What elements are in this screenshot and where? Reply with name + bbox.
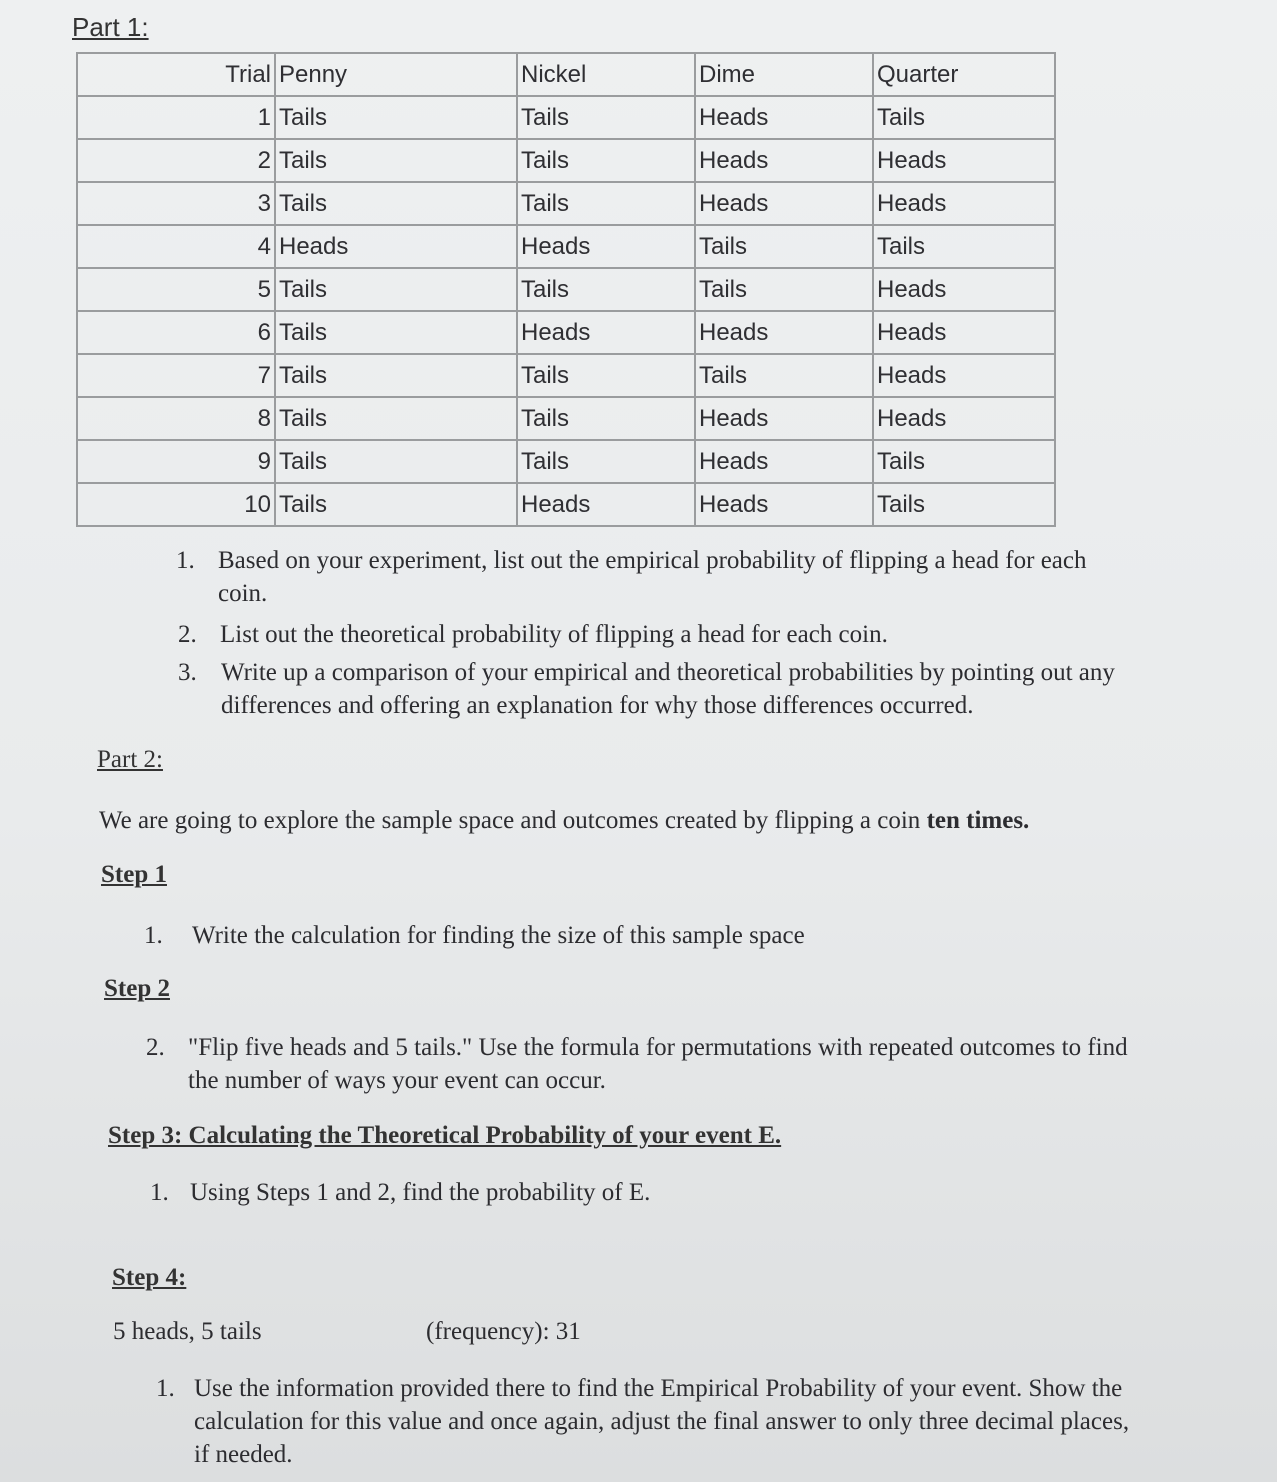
result-cell: Tails: [275, 354, 517, 397]
result-cell: Heads: [275, 225, 517, 268]
result-cell: Heads: [873, 397, 1055, 440]
result-cell: Heads: [695, 182, 873, 225]
question-number: 3.: [178, 659, 197, 686]
table-row: [77, 397, 1055, 440]
question-text: Use the information provided there to find the Empirical Probability of your event. Show the calculation for this value and once again, adjust the final answer to only three decimal places, if needed.: [194, 1375, 1130, 1468]
question-number: 1.: [150, 1179, 169, 1206]
question-text: Using Steps 1 and 2, find the probability of E.: [190, 1179, 651, 1206]
result-cell: Tails: [517, 139, 695, 182]
result-cell: Heads: [695, 311, 873, 354]
trial-number-cell: 2: [77, 139, 275, 182]
table-row: [77, 225, 1055, 268]
trial-number-cell: 1: [77, 96, 275, 139]
result-cell: Tails: [873, 483, 1055, 526]
column-header: Nickel: [517, 53, 695, 96]
table-row: [77, 268, 1055, 311]
column-header: Dime: [695, 53, 873, 96]
result-cell: Tails: [275, 311, 517, 354]
result-cell: Tails: [275, 483, 517, 526]
trial-number-cell: 10: [77, 483, 275, 526]
part1-question-3: [178, 656, 1168, 722]
trial-number-cell: 7: [77, 354, 275, 397]
table-header-row: [77, 53, 1055, 96]
result-cell: Heads: [695, 397, 873, 440]
result-cell: Tails: [517, 354, 695, 397]
result-cell: Tails: [517, 440, 695, 483]
column-header: Quarter: [873, 53, 1055, 96]
part2-intro: [99, 807, 1029, 835]
step1-question: [144, 919, 1044, 952]
question-text: Write up a comparison of your empirical and theoretical probabilities by pointing out any differences and offering an explanation for why those differences occurred.: [221, 659, 1115, 719]
question-number: 2.: [178, 621, 197, 648]
result-cell: Heads: [517, 483, 695, 526]
result-cell: Tails: [695, 268, 873, 311]
question-text: Write the calculation for finding the size of this sample space: [192, 922, 805, 949]
result-cell: Tails: [275, 440, 517, 483]
table-row: [77, 311, 1055, 354]
result-cell: Tails: [275, 268, 517, 311]
result-cell: Heads: [873, 268, 1055, 311]
step3-heading: Step 3: Calculating the Theoretical Probability of your event E.: [108, 1122, 782, 1149]
result-cell: Heads: [873, 182, 1055, 225]
part2-intro-text: We are going to explore the sample space and outcomes created by flipping a coin: [99, 807, 927, 834]
part1-heading: Part 1:: [72, 12, 149, 42]
result-cell: Heads: [695, 440, 873, 483]
question-number: 2.: [146, 1034, 165, 1061]
question-number: 1.: [176, 547, 195, 574]
table-row: [77, 354, 1055, 397]
result-cell: Heads: [873, 311, 1055, 354]
step4-frequency: (frequency): 31: [426, 1318, 581, 1345]
question-text: "Flip five heads and 5 tails." Use the formula for permutations with repeated outcomes to find the number of ways your event can occur.: [188, 1034, 1128, 1094]
table-row: [77, 483, 1055, 526]
result-cell: Tails: [517, 397, 695, 440]
result-cell: Heads: [695, 139, 873, 182]
result-cell: Tails: [517, 268, 695, 311]
result-cell: Tails: [275, 139, 517, 182]
result-cell: Tails: [275, 96, 517, 139]
step4-question: [156, 1372, 1146, 1471]
result-cell: Tails: [695, 354, 873, 397]
coin-flip-table: [76, 52, 1056, 527]
result-cell: Heads: [517, 311, 695, 354]
part1-question-2: [178, 618, 1138, 651]
result-cell: Tails: [517, 182, 695, 225]
table-row: [77, 182, 1055, 225]
question-text: Based on your experiment, list out the empirical probability of flipping a head for each coin.: [218, 547, 1087, 607]
step2-heading: Step 2: [104, 975, 170, 1002]
table-row: [77, 96, 1055, 139]
question-text: List out the theoretical probability of flipping a head for each coin.: [220, 621, 888, 648]
part2-intro-bold: ten times.: [926, 807, 1030, 834]
result-cell: Tails: [873, 440, 1055, 483]
result-cell: Heads: [873, 354, 1055, 397]
result-cell: Tails: [275, 182, 517, 225]
trial-number-cell: 8: [77, 397, 275, 440]
result-cell: Heads: [695, 483, 873, 526]
result-cell: Heads: [873, 139, 1055, 182]
question-number: 1.: [156, 1375, 175, 1402]
column-header: Penny: [275, 53, 517, 96]
table-row: [77, 139, 1055, 182]
trial-number-cell: 3: [77, 182, 275, 225]
result-cell: Tails: [873, 96, 1055, 139]
step3-question: [150, 1176, 1050, 1209]
question-number: 1.: [144, 922, 163, 949]
step4-outcome: 5 heads, 5 tails: [113, 1318, 262, 1345]
trial-number-cell: 9: [77, 440, 275, 483]
trial-number-cell: 4: [77, 225, 275, 268]
part2-heading: Part 2:: [97, 746, 163, 773]
column-header: Trial: [77, 53, 275, 96]
step2-question: [146, 1031, 1146, 1097]
result-cell: Heads: [695, 96, 873, 139]
trial-number-cell: 6: [77, 311, 275, 354]
trial-number-cell: 5: [77, 268, 275, 311]
step1-heading: Step 1: [101, 861, 167, 888]
result-cell: Tails: [695, 225, 873, 268]
result-cell: Tails: [873, 225, 1055, 268]
step4-heading: Step 4:: [112, 1264, 187, 1291]
part1-question-1: [176, 544, 1136, 610]
result-cell: Tails: [517, 96, 695, 139]
table-row: [77, 440, 1055, 483]
result-cell: Tails: [275, 397, 517, 440]
result-cell: Heads: [517, 225, 695, 268]
